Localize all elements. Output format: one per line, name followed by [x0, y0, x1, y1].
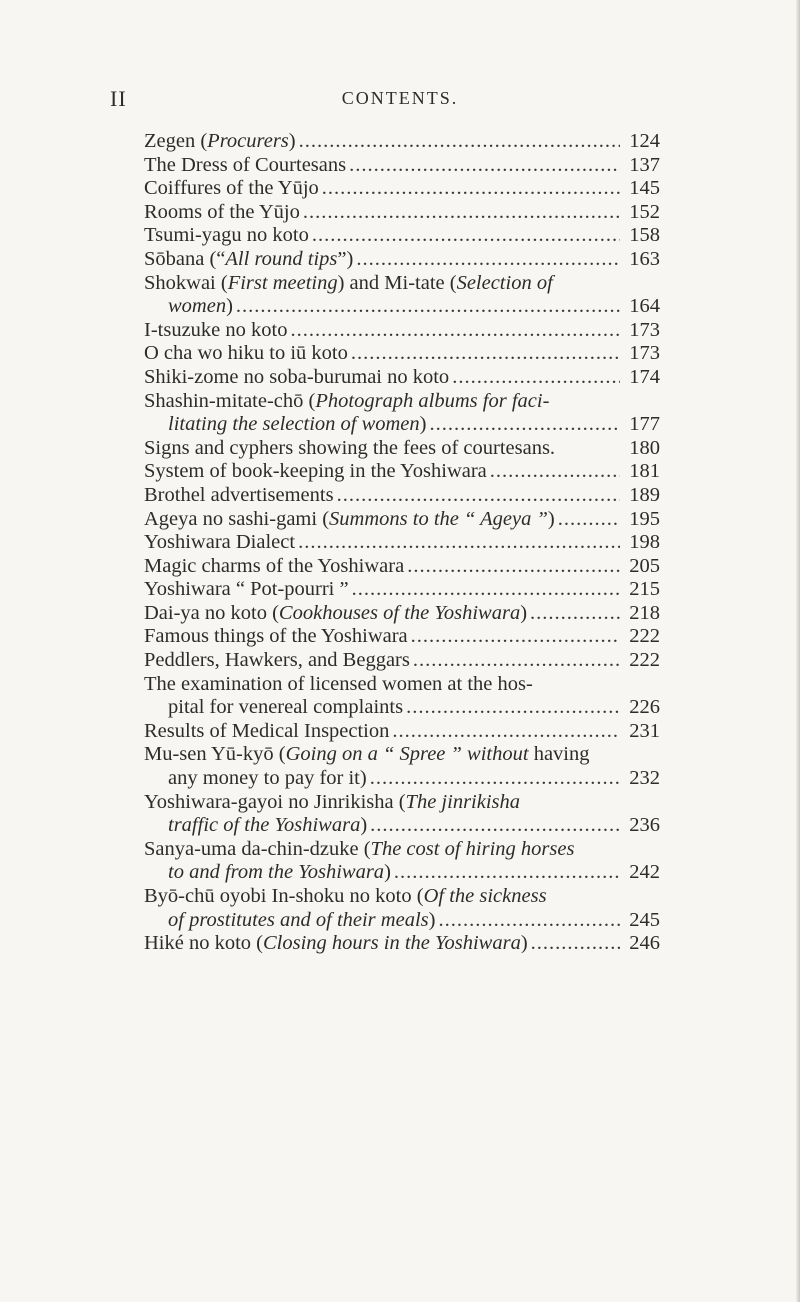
page-ref: 181 [629, 460, 660, 483]
toc-entry: Shashin-mitate-chō (Photograph albums for faci- litating the selection of women) ..... 177 [144, 390, 660, 437]
toc-entry: I-tsuzuke no koto ..... 173 [144, 319, 660, 343]
page-ref: 195 [629, 507, 660, 530]
page-number: II [110, 86, 127, 111]
page-ref: 232 [629, 767, 660, 790]
page-ref: 145 [629, 177, 660, 200]
toc-entry: Zegen (Procurers) ..... 124 [144, 130, 660, 154]
toc-entry: Yoshiwara-gayoi no Jinrikisha (The jinrikisha traffic of the Yoshiwara) ..... 236 [144, 791, 660, 838]
toc-entry: Sanya-uma da-chin-dzuke (The cost of hiring horses to and from the Yoshiwara) ..... 242 [144, 838, 660, 885]
page-ref: 236 [629, 814, 660, 837]
page-edge [796, 0, 800, 1302]
page-ref: 246 [629, 932, 660, 955]
toc-entry: Signs and cyphers showing the fees of courtesans. 180 [144, 436, 660, 459]
page-ref: 163 [629, 247, 660, 270]
page-ref: 198 [629, 531, 660, 554]
toc-entry: Hiké no koto (Closing hours in the Yoshiwara) ..... 246 [144, 932, 660, 956]
page-ref: 173 [629, 318, 660, 341]
page-ref: 152 [629, 200, 660, 223]
toc-entry: The examination of licensed women at the hos- pital for venereal complaints ..... 226 [144, 673, 660, 720]
toc-entry: Magic charms of the Yoshiwara ..... 205 [144, 555, 660, 579]
page-ref: 226 [629, 696, 660, 719]
toc-entry: Mu-sen Yū-kyō (Going on a “ Spree ” without having any money to pay for it) ..... 232 [144, 743, 660, 790]
toc-entry: Famous things of the Yoshiwara ..... 222 [144, 625, 660, 649]
page-ref: 173 [629, 342, 660, 365]
page-ref: 218 [629, 601, 660, 624]
page-ref: 158 [629, 224, 660, 247]
toc-entry: Brothel advertisements ..... 189 [144, 484, 660, 508]
toc-entry: Yoshiwara “ Pot-pourri ” ..... 215 [144, 578, 660, 602]
page-ref: 180 [629, 436, 660, 459]
page-ref: 205 [629, 554, 660, 577]
toc-entry: Ageya no sashi-gami (Summons to the “ Ageya ”) ..... 195 [144, 508, 660, 532]
toc-entry: System of book-keeping in the Yoshiwara ..... 181 [144, 460, 660, 484]
page-ref: 177 [629, 413, 660, 436]
toc-entry: The Dress of Courtesans ..... 137 [144, 154, 660, 178]
page-ref: 222 [629, 625, 660, 648]
toc-entry: Shokwai (First meeting) and Mi-tate (Selection of women) ..... 164 [144, 272, 660, 319]
page-ref: 137 [629, 153, 660, 176]
toc-entry: Rooms of the Yūjo ..... 152 [144, 201, 660, 225]
toc-entry: Coiffures of the Yūjo ..... 145 [144, 177, 660, 201]
toc-entry: Tsumi-yagu no koto ..... 158 [144, 224, 660, 248]
page-ref: 222 [629, 649, 660, 672]
toc-entry: Shiki-zome no soba-burumai no koto ..... 174 [144, 366, 660, 390]
page-ref: 124 [629, 130, 660, 152]
toc-entry: Peddlers, Hawkers, and Beggars ..... 222 [144, 649, 660, 673]
page-ref: 245 [629, 908, 660, 931]
toc-entry: Results of Medical Inspection ..... 231 [144, 720, 660, 744]
page-ref: 215 [629, 578, 660, 601]
table-of-contents [144, 130, 660, 956]
page-ref: 164 [629, 295, 660, 318]
page-ref: 174 [629, 365, 660, 388]
page-ref: 231 [629, 719, 660, 742]
page-ref: 189 [629, 483, 660, 506]
toc-entry: Sōbana (“All round tips”) ..... 163 [144, 248, 660, 272]
running-head: CONTENTS. [341, 88, 459, 108]
toc-entry: O cha wo hiku to iū koto ..... 173 [144, 342, 660, 366]
toc-entry: Yoshiwara Dialect ..... 198 [144, 531, 660, 555]
toc-entry: Dai-ya no koto (Cookhouses of the Yoshiwara) ..... 218 [144, 602, 660, 626]
toc-entry: Byō-chū oyobi In-shoku no koto (Of the sickness of prostitutes and of their meals) ..... 245 [144, 885, 660, 932]
page-ref: 242 [629, 861, 660, 884]
